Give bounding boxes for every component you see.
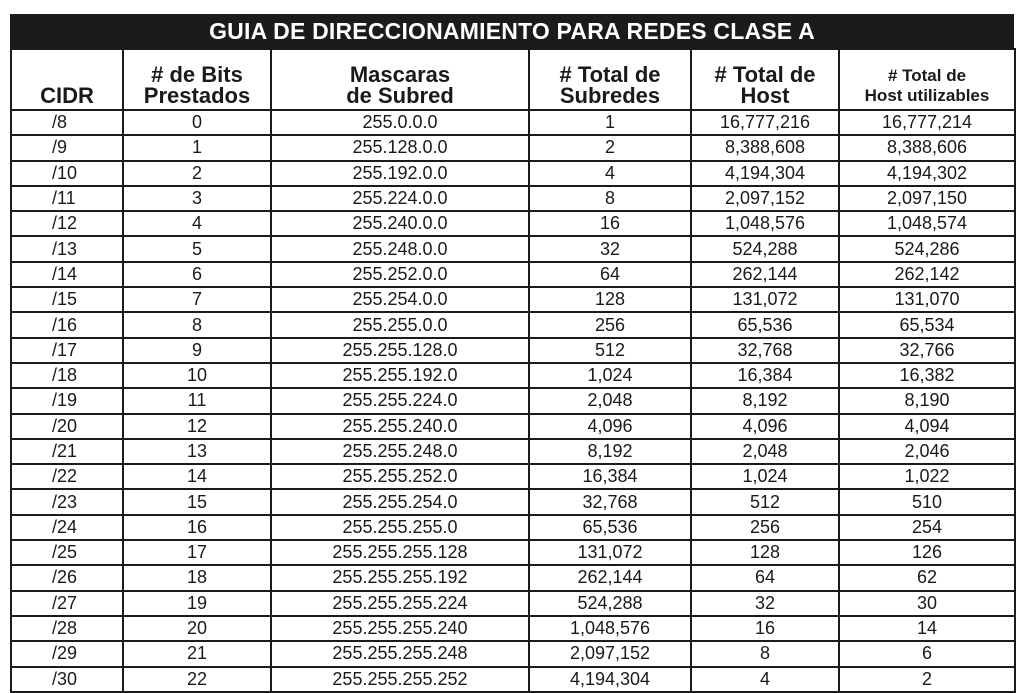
cidr-cell: /21	[11, 439, 123, 464]
usable-hosts-cell: 6	[839, 641, 1015, 666]
bits-cell: 15	[123, 489, 271, 514]
subnets-cell: 64	[529, 262, 691, 287]
bits-cell: 13	[123, 439, 271, 464]
bits-cell: 22	[123, 667, 271, 692]
subnets-cell: 524,288	[529, 591, 691, 616]
mask-cell: 255.192.0.0	[271, 161, 529, 186]
subnets-cell: 16,384	[529, 464, 691, 489]
table-row	[11, 186, 1015, 211]
bits-cell: 6	[123, 262, 271, 287]
cidr-cell: /18	[11, 363, 123, 388]
usable-hosts-cell: 1,022	[839, 464, 1015, 489]
cidr-cell: /26	[11, 565, 123, 590]
hosts-cell: 64	[691, 565, 839, 590]
usable-hosts-cell: 262,142	[839, 262, 1015, 287]
mask-cell: 255.248.0.0	[271, 236, 529, 261]
bits-cell: 16	[123, 515, 271, 540]
usable-hosts-cell: 65,534	[839, 312, 1015, 337]
subnets-cell: 16	[529, 211, 691, 236]
bits-cell: 3	[123, 186, 271, 211]
mask-cell: 255.255.255.240	[271, 616, 529, 641]
header-cidr-label: CIDR	[40, 83, 94, 108]
mask-cell: 255.255.252.0	[271, 464, 529, 489]
usable-hosts-cell: 4,194,302	[839, 161, 1015, 186]
table-row	[11, 464, 1015, 489]
mask-cell: 255.255.248.0	[271, 439, 529, 464]
usable-hosts-cell: 14	[839, 616, 1015, 641]
cidr-cell: /13	[11, 236, 123, 261]
table-row	[11, 591, 1015, 616]
mask-cell: 255.0.0.0	[271, 110, 529, 135]
hosts-cell: 8,192	[691, 388, 839, 413]
hosts-cell: 8,388,608	[691, 135, 839, 160]
table-row	[11, 287, 1015, 312]
cidr-cell: /9	[11, 135, 123, 160]
bits-cell: 19	[123, 591, 271, 616]
header-cidr	[11, 49, 123, 110]
header-total-hosts	[691, 49, 839, 110]
subnets-cell: 2,048	[529, 388, 691, 413]
bits-cell: 9	[123, 338, 271, 363]
subnets-cell: 4	[529, 161, 691, 186]
addressing-table	[10, 48, 1016, 693]
hosts-cell: 128	[691, 540, 839, 565]
bits-cell: 2	[123, 161, 271, 186]
subnets-cell: 4,096	[529, 414, 691, 439]
mask-cell: 255.255.255.252	[271, 667, 529, 692]
hosts-cell: 8	[691, 641, 839, 666]
table-row	[11, 236, 1015, 261]
subnets-cell: 131,072	[529, 540, 691, 565]
hosts-cell: 65,536	[691, 312, 839, 337]
subnets-cell: 262,144	[529, 565, 691, 590]
addressing-guide-sheet	[10, 14, 1014, 693]
table-row	[11, 262, 1015, 287]
mask-cell: 255.255.254.0	[271, 489, 529, 514]
hosts-cell: 4,194,304	[691, 161, 839, 186]
mask-cell: 255.255.255.0	[271, 515, 529, 540]
usable-hosts-cell: 30	[839, 591, 1015, 616]
usable-hosts-cell: 254	[839, 515, 1015, 540]
table-row	[11, 312, 1015, 337]
header-mask-line1: Mascaras	[349, 62, 451, 87]
hosts-cell: 16	[691, 616, 839, 641]
table-row	[11, 667, 1015, 692]
hosts-cell: 32	[691, 591, 839, 616]
table-row	[11, 414, 1015, 439]
mask-cell: 255.255.255.248	[271, 641, 529, 666]
usable-hosts-cell: 2	[839, 667, 1015, 692]
usable-hosts-cell: 2,097,150	[839, 186, 1015, 211]
hosts-cell: 2,048	[691, 439, 839, 464]
hosts-cell: 512	[691, 489, 839, 514]
hosts-cell: 262,144	[691, 262, 839, 287]
header-hosts-line2: Host	[740, 83, 790, 108]
header-usable-line2: Host utilizables	[864, 86, 990, 105]
cidr-cell: /17	[11, 338, 123, 363]
table-title: GUIA DE DIRECCIONAMIENTO PARA REDES CLASE A	[10, 14, 1014, 48]
header-mask-line2: de Subred	[346, 83, 454, 108]
subnets-cell: 32,768	[529, 489, 691, 514]
bits-cell: 10	[123, 363, 271, 388]
cidr-cell: /19	[11, 388, 123, 413]
subnets-cell: 8	[529, 186, 691, 211]
bits-cell: 14	[123, 464, 271, 489]
mask-cell: 255.252.0.0	[271, 262, 529, 287]
usable-hosts-cell: 524,286	[839, 236, 1015, 261]
cidr-cell: /25	[11, 540, 123, 565]
bits-cell: 20	[123, 616, 271, 641]
hosts-cell: 1,048,576	[691, 211, 839, 236]
usable-hosts-cell: 32,766	[839, 338, 1015, 363]
subnets-cell: 1,024	[529, 363, 691, 388]
usable-hosts-cell: 4,094	[839, 414, 1015, 439]
table-row	[11, 616, 1015, 641]
header-bits-line1: # de Bits	[151, 62, 243, 87]
table-row	[11, 135, 1015, 160]
header-subnets-line2: Subredes	[559, 83, 661, 108]
table-row	[11, 338, 1015, 363]
cidr-cell: /12	[11, 211, 123, 236]
subnets-cell: 1	[529, 110, 691, 135]
usable-hosts-cell: 8,388,606	[839, 135, 1015, 160]
header-hosts-line1: # Total de	[714, 62, 816, 87]
cidr-cell: /28	[11, 616, 123, 641]
usable-hosts-cell: 510	[839, 489, 1015, 514]
bits-cell: 8	[123, 312, 271, 337]
table-row	[11, 161, 1015, 186]
hosts-cell: 16,777,216	[691, 110, 839, 135]
usable-hosts-cell: 16,777,214	[839, 110, 1015, 135]
bits-cell: 18	[123, 565, 271, 590]
hosts-cell: 131,072	[691, 287, 839, 312]
hosts-cell: 2,097,152	[691, 186, 839, 211]
table-row	[11, 439, 1015, 464]
header-bits-line2: Prestados	[143, 83, 251, 108]
subnets-cell: 128	[529, 287, 691, 312]
bits-cell: 7	[123, 287, 271, 312]
subnets-cell: 32	[529, 236, 691, 261]
mask-cell: 255.240.0.0	[271, 211, 529, 236]
mask-cell: 255.255.224.0	[271, 388, 529, 413]
subnets-cell: 512	[529, 338, 691, 363]
cidr-cell: /16	[11, 312, 123, 337]
hosts-cell: 4	[691, 667, 839, 692]
bits-cell: 5	[123, 236, 271, 261]
subnets-cell: 8,192	[529, 439, 691, 464]
table-row	[11, 565, 1015, 590]
hosts-cell: 32,768	[691, 338, 839, 363]
usable-hosts-cell: 1,048,574	[839, 211, 1015, 236]
header-total-subnets	[529, 49, 691, 110]
table-row	[11, 110, 1015, 135]
header-bits-borrowed	[123, 49, 271, 110]
mask-cell: 255.254.0.0	[271, 287, 529, 312]
cidr-cell: /23	[11, 489, 123, 514]
table-row	[11, 540, 1015, 565]
cidr-cell: /20	[11, 414, 123, 439]
subnets-cell: 1,048,576	[529, 616, 691, 641]
cidr-cell: /24	[11, 515, 123, 540]
subnets-cell: 256	[529, 312, 691, 337]
hosts-cell: 524,288	[691, 236, 839, 261]
bits-cell: 1	[123, 135, 271, 160]
subnets-cell: 4,194,304	[529, 667, 691, 692]
cidr-cell: /8	[11, 110, 123, 135]
usable-hosts-cell: 16,382	[839, 363, 1015, 388]
header-row	[11, 49, 1015, 110]
subnets-cell: 2	[529, 135, 691, 160]
table-body	[11, 110, 1015, 692]
cidr-cell: /22	[11, 464, 123, 489]
mask-cell: 255.255.255.128	[271, 540, 529, 565]
hosts-cell: 1,024	[691, 464, 839, 489]
mask-cell: 255.255.240.0	[271, 414, 529, 439]
usable-hosts-cell: 8,190	[839, 388, 1015, 413]
cidr-cell: /10	[11, 161, 123, 186]
bits-cell: 17	[123, 540, 271, 565]
cidr-cell: /30	[11, 667, 123, 692]
table-row	[11, 211, 1015, 236]
bits-cell: 4	[123, 211, 271, 236]
table-row	[11, 363, 1015, 388]
mask-cell: 255.224.0.0	[271, 186, 529, 211]
usable-hosts-cell: 131,070	[839, 287, 1015, 312]
table-row	[11, 515, 1015, 540]
cidr-cell: /11	[11, 186, 123, 211]
table-row	[11, 388, 1015, 413]
usable-hosts-cell: 126	[839, 540, 1015, 565]
table-row	[11, 641, 1015, 666]
mask-cell: 255.128.0.0	[271, 135, 529, 160]
usable-hosts-cell: 2,046	[839, 439, 1015, 464]
header-usable-line1: # Total de	[887, 66, 967, 85]
mask-cell: 255.255.192.0	[271, 363, 529, 388]
mask-cell: 255.255.128.0	[271, 338, 529, 363]
bits-cell: 11	[123, 388, 271, 413]
cidr-cell: /15	[11, 287, 123, 312]
cidr-cell: /27	[11, 591, 123, 616]
header-usable-hosts	[839, 49, 1015, 110]
subnets-cell: 65,536	[529, 515, 691, 540]
cidr-cell: /14	[11, 262, 123, 287]
mask-cell: 255.255.0.0	[271, 312, 529, 337]
hosts-cell: 256	[691, 515, 839, 540]
header-subnet-mask	[271, 49, 529, 110]
bits-cell: 0	[123, 110, 271, 135]
mask-cell: 255.255.255.224	[271, 591, 529, 616]
bits-cell: 21	[123, 641, 271, 666]
hosts-cell: 16,384	[691, 363, 839, 388]
bits-cell: 12	[123, 414, 271, 439]
usable-hosts-cell: 62	[839, 565, 1015, 590]
table-row	[11, 489, 1015, 514]
hosts-cell: 4,096	[691, 414, 839, 439]
mask-cell: 255.255.255.192	[271, 565, 529, 590]
header-subnets-line1: # Total de	[559, 62, 661, 87]
cidr-cell: /29	[11, 641, 123, 666]
subnets-cell: 2,097,152	[529, 641, 691, 666]
